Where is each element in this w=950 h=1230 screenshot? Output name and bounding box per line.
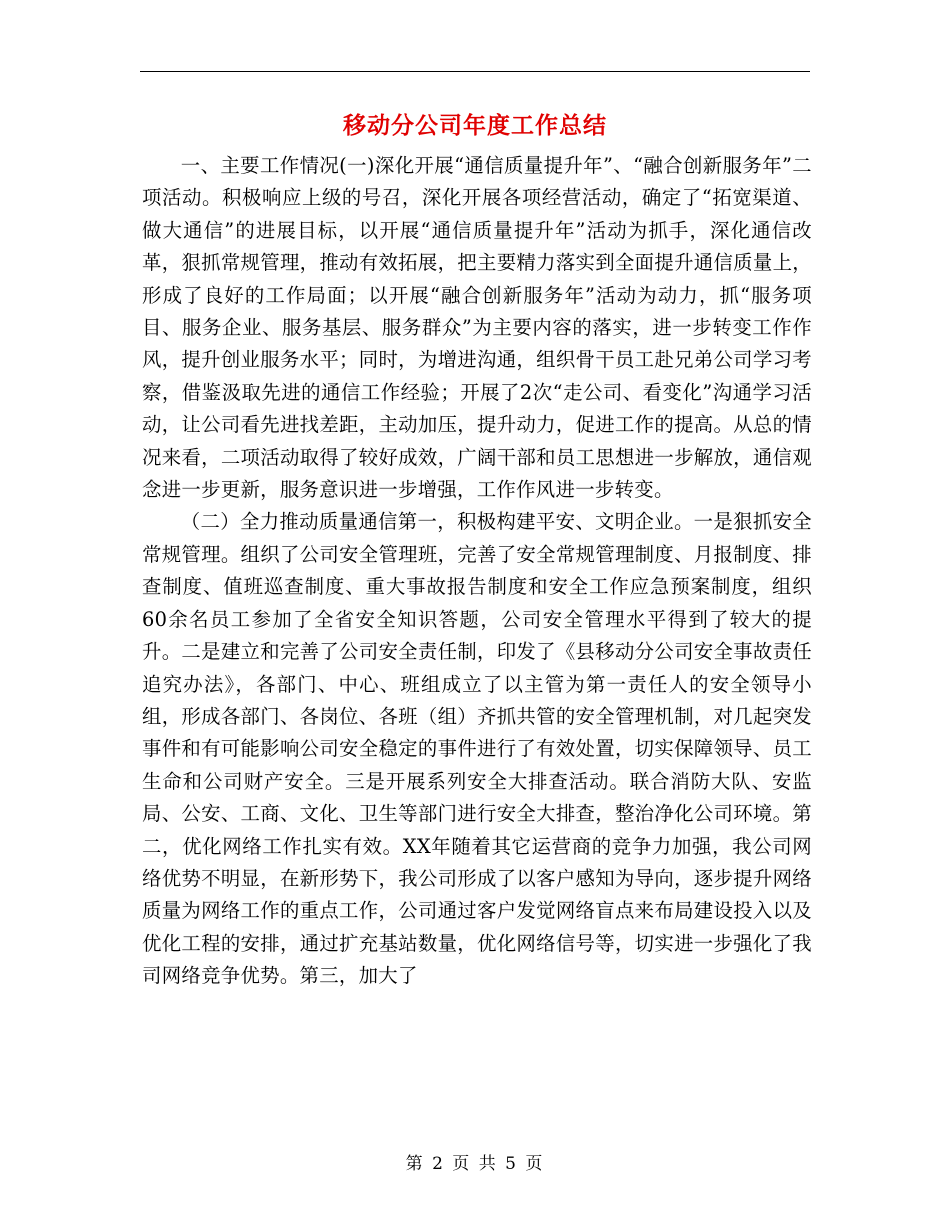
page-number-footer: 第 2 页 共 5 页: [405, 1154, 545, 1174]
paragraph-2: （二）全力推动质量通信第一，积极构建平安、文明企业。一是狠抓安全常规管理。组织了公司安全管理班，完善了安全常规管理制度、月报制度、排查制度、值班巡查制度、重大事故报告制度和安全工作应急预案制度，组织60余名员工参加了全省安全知识答题，公司安全管理水平得到了较大的提升。二是建立和完善了公司安全责任制，印发了《县移动分公司安全事故责任追究办法》，各部门、中心、班组成立了以主管为第一责任人的安全领导小组，形成各部门、各岗位、各班（组）齐抓共管的安全管理机制，对几起突发事件和有可能影响公司安全稳定的事件进行了有效处置，切实保障领导、员工生命和公司财产安全。三是开展系列安全大排查活动。联合消防大队、安监局、公安、工商、文化、卫生等部门进行安全大排查，整治净化公司环境。第二，优化网络工作扎实有效。XX年随着其它运营商的竞争力加强，我公司网络优势不明显，在新形势下，我公司形成了以客户感知为导向，逐步提升网络质量为网络工作的重点工作，公司通过客户发觉网络盲点来布局建设投入以及优化工程的安排，通过扩充基站数量，优化网络信号等，切实进一步强化了我司网络竞争优势。第三，加大了: [142, 510, 812, 988]
document-body: [142, 150, 812, 993]
paragraph-1: 一、主要工作情况(一)深化开展“通信质量提升年”、“融合创新服务年”二项活动。积极响应上级的号召，深化开展各项经营活动，确定了“拓宽渠道、做大通信”的进展目标，以开展“通信质量提升年”活动为抓手，深化通信改革，狠抓常规管理，推动有效拓展，把主要精力落实到全面提升通信质量上，形成了良好的工作局面；以开展“融合创新服务年”活动为动力，抓“服务项目、服务企业、服务基层、服务群众”为主要内容的落实，进一步转变工作作风，提升创业服务水平；同时，为增进沟通，组织骨干员工赴兄弟公司学习考察，借鉴汲取先进的通信工作经验；开展了2次“走公司、看变化”沟通学习活动，让公司看先进找差距，主动加压，提升动力，促进工作的提高。从总的情况来看，二项活动取得了较好成效，广阔干部和员工思想进一步解放，通信观念进一步更新，服务意识进一步增强，工作作风进一步转变。: [142, 154, 812, 502]
document-title: 移动分公司年度工作总结: [343, 112, 607, 139]
header-rule: [140, 71, 810, 72]
